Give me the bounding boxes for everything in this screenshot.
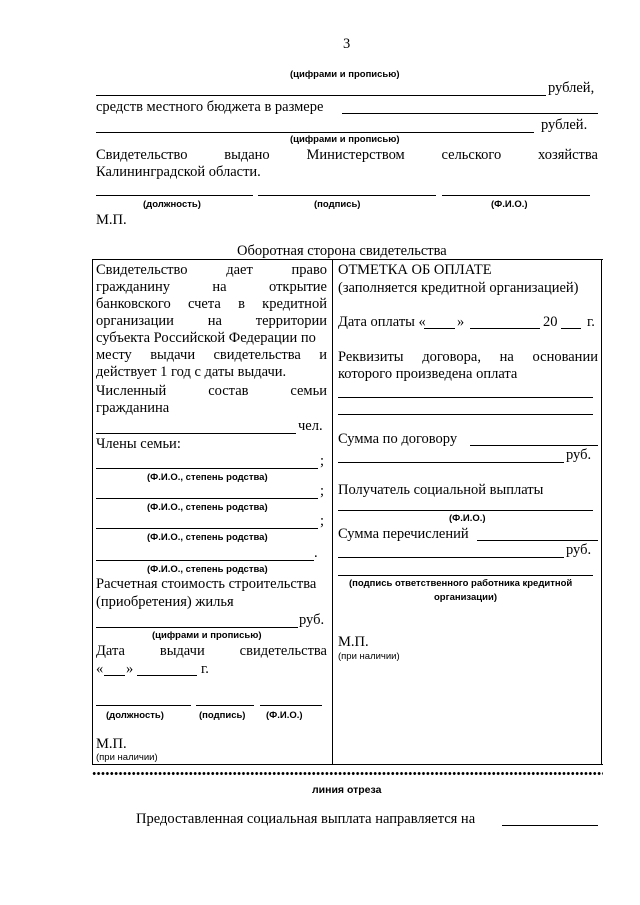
issue-day-field[interactable] — [104, 675, 125, 676]
semicolon: ; — [320, 513, 325, 529]
name-line[interactable] — [442, 195, 590, 196]
rubles-label-1: рублей, — [548, 80, 595, 96]
cost-field[interactable] — [96, 627, 298, 628]
issued-by-region: Калининградской области. — [96, 164, 261, 180]
word: дает — [226, 262, 253, 278]
word: право — [291, 262, 327, 278]
word: гражданину — [96, 279, 170, 295]
word: семьи — [290, 383, 327, 399]
social-payment-direction-label: Предоставленная социальная выплата направляется на — [136, 811, 476, 827]
stamp-note: (при наличии) — [338, 651, 400, 662]
family-size-line-1 — [96, 383, 327, 400]
left-text-line-5: субъекта Российской Федерации по — [96, 330, 316, 346]
payment-mark-note: (заполняется кредитной организацией) — [338, 280, 579, 296]
word: Реквизиты — [338, 349, 404, 365]
family-member-field-4[interactable] — [96, 560, 314, 561]
position-caption: (должность) — [106, 710, 164, 721]
issued-by-line — [96, 147, 598, 164]
recipient-name-field[interactable] — [338, 510, 593, 511]
officer-signature-caption-2: организации) — [434, 592, 497, 603]
transfer-sum-field-2[interactable] — [338, 557, 564, 558]
word: открытие — [269, 279, 327, 295]
payment-day-field[interactable] — [424, 328, 455, 329]
position-line[interactable] — [96, 705, 191, 706]
rubles-unit: руб. — [566, 542, 592, 558]
word: счета — [187, 296, 221, 312]
family-member-field-3[interactable] — [96, 528, 318, 529]
payment-month-field[interactable] — [470, 328, 540, 329]
word: договора, — [422, 349, 481, 365]
word: выдачи — [159, 643, 205, 659]
word: и — [319, 347, 327, 363]
table-divider — [332, 259, 333, 765]
left-text-line-6 — [96, 347, 327, 364]
signature-caption: (подпись) — [199, 710, 246, 721]
word: Дата — [96, 643, 125, 659]
word: кредитной — [262, 296, 327, 312]
word: территории — [255, 313, 327, 329]
family-size-field[interactable] — [96, 433, 296, 434]
amount-caption-2: (цифрами и прописью) — [290, 134, 400, 145]
table-top-border — [92, 259, 603, 260]
cut-line-label: линия отреза — [312, 784, 382, 796]
social-payment-direction-field[interactable] — [502, 825, 598, 826]
officer-signature-caption-1: (подпись ответственного работника кредитной — [349, 578, 573, 589]
family-member-caption-2: (Ф.И.О., степень родства) — [147, 502, 268, 513]
rubles-unit: руб. — [566, 447, 592, 463]
payment-year-field[interactable] — [561, 328, 581, 329]
word: свидетельства — [239, 643, 327, 659]
signature-line[interactable] — [196, 705, 254, 706]
word: банковского — [96, 296, 171, 312]
stamp-label: М.П. — [96, 736, 127, 752]
cut-line-dots — [92, 771, 603, 777]
word: Численный — [96, 383, 167, 399]
word: выдачи — [150, 347, 196, 363]
officer-signature-field[interactable] — [338, 575, 593, 576]
word: месту — [96, 347, 132, 363]
page-number: 3 — [343, 36, 351, 52]
family-member-field-2[interactable] — [96, 498, 318, 499]
word: основании — [532, 349, 598, 365]
word: на — [212, 279, 227, 295]
word: на — [499, 349, 514, 365]
contract-sum-field-1[interactable] — [470, 445, 598, 446]
payment-mark-title: ОТМЕТКА ОБ ОПЛАТЕ — [338, 262, 492, 278]
stamp-label: М.П. — [96, 212, 127, 228]
contract-sum-label: Сумма по договору — [338, 431, 458, 447]
word: свидетельства — [213, 347, 301, 363]
year-suffix: г. — [587, 314, 595, 330]
family-member-field-1[interactable] — [96, 468, 318, 469]
contract-sum-field-2[interactable] — [338, 462, 564, 463]
semicolon: ; — [320, 483, 325, 499]
date-close-quote: » — [126, 661, 134, 677]
word: организации — [96, 313, 174, 329]
left-text-line-3 — [96, 296, 327, 313]
family-member-caption-3: (Ф.И.О., степень родства) — [147, 532, 268, 543]
century-label: 20 — [543, 314, 558, 330]
left-text-line-1 — [96, 262, 327, 279]
position-line[interactable] — [96, 195, 253, 196]
recipient-name-caption: (Ф.И.О.) — [449, 513, 486, 524]
date-open-quote: « — [96, 661, 104, 677]
contract-details-field-2[interactable] — [338, 414, 593, 415]
payment-date-label: Дата оплаты « — [338, 314, 426, 330]
word: Министерством — [306, 147, 405, 163]
amount-line-1[interactable] — [96, 95, 546, 96]
period: . — [314, 545, 318, 561]
recipient-label: Получатель социальной выплаты — [338, 482, 544, 498]
rubles-unit: руб. — [299, 612, 325, 628]
semicolon: ; — [320, 453, 325, 469]
family-member-caption-4: (Ф.И.О., степень родства) — [147, 564, 268, 575]
name-caption: (Ф.И.О.) — [491, 199, 528, 210]
stamp-note: (при наличии) — [96, 752, 158, 763]
local-budget-label: средств местного бюджета в размере — [96, 99, 324, 115]
family-members-label: Члены семьи: — [96, 436, 181, 452]
word: выдано — [224, 147, 270, 163]
contract-label-line-1 — [338, 349, 598, 366]
rubles-label-2: рублей. — [541, 117, 588, 133]
date-close-quote: » — [457, 314, 465, 330]
cost-label-line-2: (приобретения) жилья — [96, 594, 234, 610]
word: состав — [208, 383, 249, 399]
amount-caption-1: (цифрами и прописью) — [290, 69, 400, 80]
word: Свидетельство — [96, 147, 188, 163]
persons-unit: чел. — [298, 418, 323, 434]
transfer-sum-label: Сумма перечислений — [338, 526, 469, 542]
position-caption: (должность) — [143, 199, 201, 210]
transfer-sum-field-1[interactable] — [477, 540, 598, 541]
word: в — [238, 296, 245, 312]
year-suffix: г. — [201, 661, 209, 677]
table-bottom-border — [92, 764, 603, 765]
table-right-border — [601, 259, 602, 765]
cost-label-line-1: Расчетная стоимость строительства — [96, 576, 317, 592]
name-caption: (Ф.И.О.) — [266, 710, 303, 721]
table-left-border — [92, 259, 93, 765]
left-text-line-7: действует 1 год с даты выдачи. — [96, 364, 287, 380]
contract-label-line-2: которого произведена оплата — [338, 366, 518, 382]
family-size-line-2: гражданина — [96, 400, 170, 416]
word: хозяйства — [538, 147, 598, 163]
cost-caption: (цифрами и прописью) — [152, 630, 262, 641]
stamp-label: М.П. — [338, 634, 369, 650]
family-member-caption-1: (Ф.И.О., степень родства) — [147, 472, 268, 483]
reverse-side-title: Оборотная сторона свидетельства — [237, 243, 447, 259]
local-budget-line[interactable] — [342, 113, 598, 114]
signature-line[interactable] — [258, 195, 436, 196]
left-text-line-2 — [96, 279, 327, 296]
signature-caption: (подпись) — [314, 199, 361, 210]
word: Свидетельство — [96, 262, 188, 278]
name-line[interactable] — [260, 705, 322, 706]
issue-month-year-field[interactable] — [137, 675, 197, 676]
word: сельского — [441, 147, 502, 163]
left-text-line-4 — [96, 313, 327, 330]
word: на — [207, 313, 222, 329]
amount-line-2[interactable] — [96, 132, 534, 133]
contract-details-field-1[interactable] — [338, 397, 593, 398]
issue-date-label — [96, 643, 327, 660]
